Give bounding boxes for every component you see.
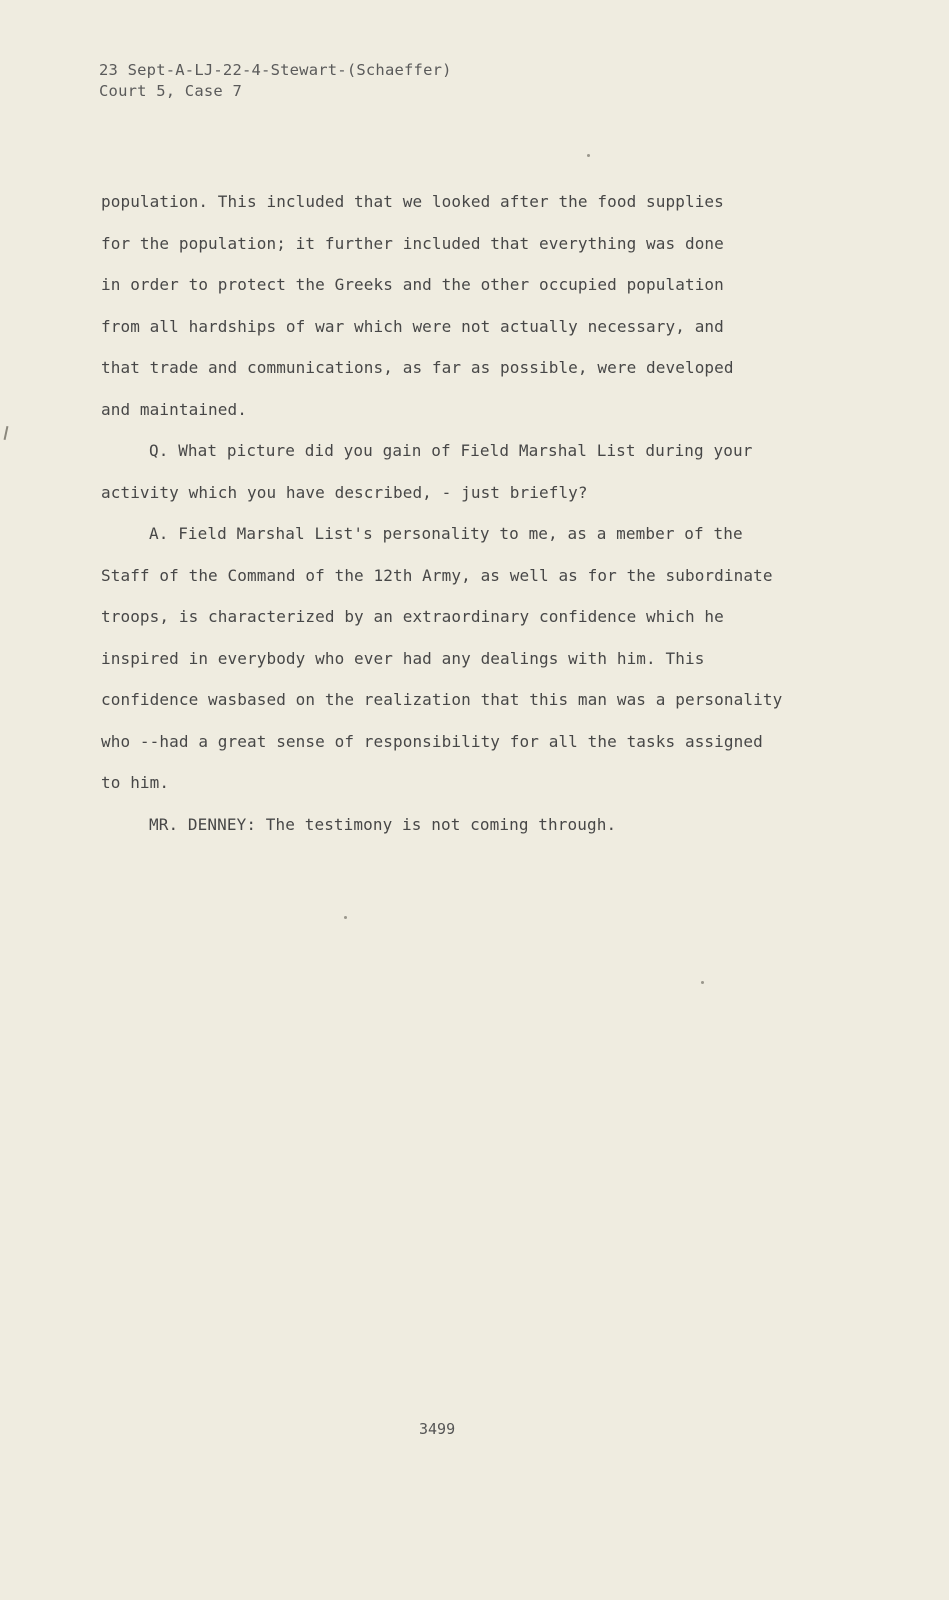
transcript-line: to him. <box>101 773 170 792</box>
transcript-line: who --had a great sense of responsibility for all the tasks assigned <box>101 731 763 751</box>
page-number: 3499 <box>419 1420 456 1438</box>
paper-speck <box>587 154 590 157</box>
question-line: Q. What picture did you gain of Field Marshal List during your <box>149 441 753 460</box>
transcript-line: activity which you have described, - just briefly? <box>101 482 588 502</box>
answer-line: A. Field Marshal List's personality to me, as a member of the <box>149 524 743 543</box>
transcript-line: troops, is characterized by an extraordinary confidence which he <box>101 607 724 626</box>
transcript-line: Staff of the Command of the 12th Army, as well as for the subordinate <box>101 565 773 585</box>
speaker-line: MR. DENNEY: The testimony is not coming through. <box>149 814 617 834</box>
transcript-line: for the population; it further included that everything was done <box>101 233 724 253</box>
paper-speck <box>344 916 347 919</box>
transcript-line: from all hardships of war which were not actually necessary, and <box>101 316 724 336</box>
header-reference-line: 23 Sept-A-LJ-22-4-Stewart-(Schaeffer) <box>99 61 452 79</box>
transcript-line: in order to protect the Greeks and the other occupied population <box>101 275 724 294</box>
document-header <box>99 60 452 102</box>
transcript-line: population. This included that we looked after the food supplies <box>101 192 724 211</box>
header-court-line: Court 5, Case 7 <box>99 82 242 100</box>
transcript-line: that trade and communications, as far as possible, were developed <box>101 358 734 377</box>
transcript-line: inspired in everybody who ever had any dealings with him. This <box>101 648 705 668</box>
margin-mark <box>4 426 9 440</box>
transcript-line: confidence wasbased on the realization that this man was a personality <box>101 690 783 709</box>
transcript-line: and maintained. <box>101 399 247 419</box>
transcript-body <box>101 181 821 845</box>
paper-speck <box>701 981 704 984</box>
